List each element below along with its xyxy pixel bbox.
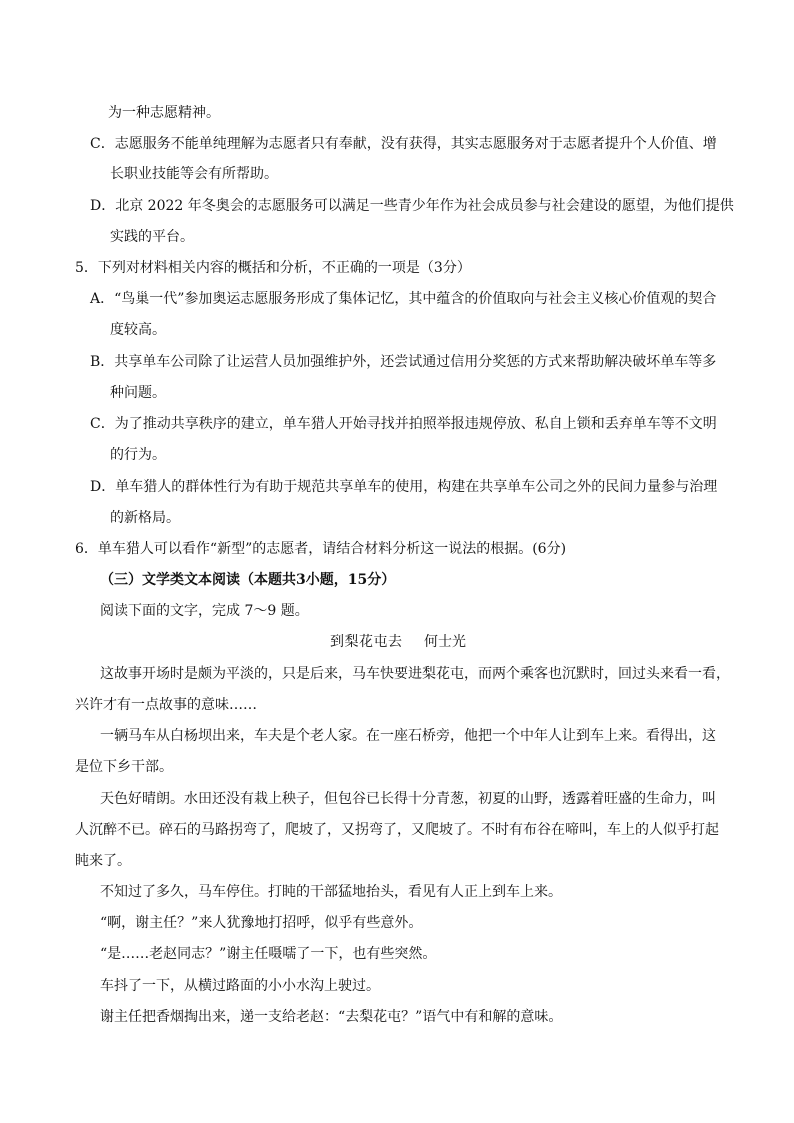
q5-stem: 5．下列对材料相关内容的概括和分析，不正确的一项是（3分） xyxy=(75,260,471,276)
q5-option-b-line2: 种问题。 xyxy=(110,385,166,401)
q4-option-d-line1: D．北京 2022 年冬奥会的志愿服务可以满足一些青少年作为社会成员参与社会建设的愿望，为他们提供 xyxy=(90,198,734,214)
section-title: （三）文学类文本阅读（本题共3小题，15分） xyxy=(100,572,396,588)
story-paragraph-3-line1: 天色好晴朗。水田还没有栽上秧子，但包谷已长得十分青葱，初夏的山野，透露着旺盛的生命力，叫 xyxy=(100,791,716,807)
q6-stem: 6．单车猎人可以看作“新型”的志愿者，请结合材料分析这一说法的根据。(6分) xyxy=(75,541,567,557)
q5-option-c-line2: 的行为。 xyxy=(110,447,166,463)
q5-option-b-line1: B．共享单车公司除了让运营人员加强维护外，还尝试通过信用分奖惩的方式来帮助解决破坏单车等多 xyxy=(90,354,717,370)
q5-option-a-line2: 度较高。 xyxy=(110,322,166,338)
reading-instruction: 阅读下面的文字，完成 7～9 题。 xyxy=(100,603,309,619)
story-author: 何士光 xyxy=(424,634,466,650)
q4-option-c-line1: C．志愿服务不能单纯理解为志愿者只有奉献，没有获得，其实志愿服务对于志愿者提升个人价值、增 xyxy=(90,136,717,152)
q5-option-c-line1: C．为了推动共享秩序的建立，单车猎人开始寻找并拍照举报违规停放、私自上锁和丢弃单车等不文明 xyxy=(90,416,717,432)
q5-option-d-line1: D．单车猎人的群体性行为有助于规范共享单车的使用，构建在共享单车公司之外的民间力量参与治理 xyxy=(90,479,718,495)
story-paragraph-5: “啊，谢主任？”来人犹豫地打招呼，似乎有些意外。 xyxy=(100,915,423,931)
q5-option-a-line1: A．“鸟巢一代”参加奥运志愿服务形成了集体记忆，其中蕴含的价值取向与社会主义核心价值观的契合 xyxy=(90,291,717,307)
story-paragraph-3-line2: 人沉醉不已。碎石的马路拐弯了，爬坡了，又拐弯了，又爬坡了。不时有布谷在啼叫，车上的人似乎打起 xyxy=(75,822,719,838)
story-paragraph-6: “是……老赵同志？”谢主任嗫嚅了一下，也有些突然。 xyxy=(100,946,437,962)
story-paragraph-3-line3: 盹来了。 xyxy=(75,853,131,869)
story-paragraph-2-line2: 是位下乡干部。 xyxy=(75,759,173,775)
story-title: 到梨花屯去 xyxy=(330,634,403,650)
story-paragraph-7: 车抖了一下，从横过路面的小小水沟上驶过。 xyxy=(100,978,380,994)
q4-option-c-line2: 长职业技能等会有所帮助。 xyxy=(110,166,278,182)
q4-option-d-line2: 实践的平台。 xyxy=(110,229,194,245)
story-paragraph-8: 谢主任把香烟掏出来，递一支给老赵：“去梨花屯？”语气中有和解的意味。 xyxy=(100,1009,563,1025)
q5-option-d-line2: 的新格局。 xyxy=(110,510,180,526)
story-paragraph-4: 不知过了多久，马车停住。打盹的干部猛地抬头，看见有人正上到车上来。 xyxy=(100,884,562,900)
q4-option-b-continuation: 为一种志愿精神。 xyxy=(108,105,220,121)
story-paragraph-2-line1: 一辆马车从白杨坝出来，车夫是个老人家。在一座石桥旁，他把一个中年人让到车上来。看得出，这 xyxy=(100,728,716,744)
story-paragraph-1-line2: 兴许才有一点故事的意味…… xyxy=(75,697,257,713)
story-paragraph-1-line1: 这故事开场时是颇为平淡的，只是后来，马车快要进梨花屯，而两个乘客也沉默时，回过头来看一看， xyxy=(100,666,730,682)
